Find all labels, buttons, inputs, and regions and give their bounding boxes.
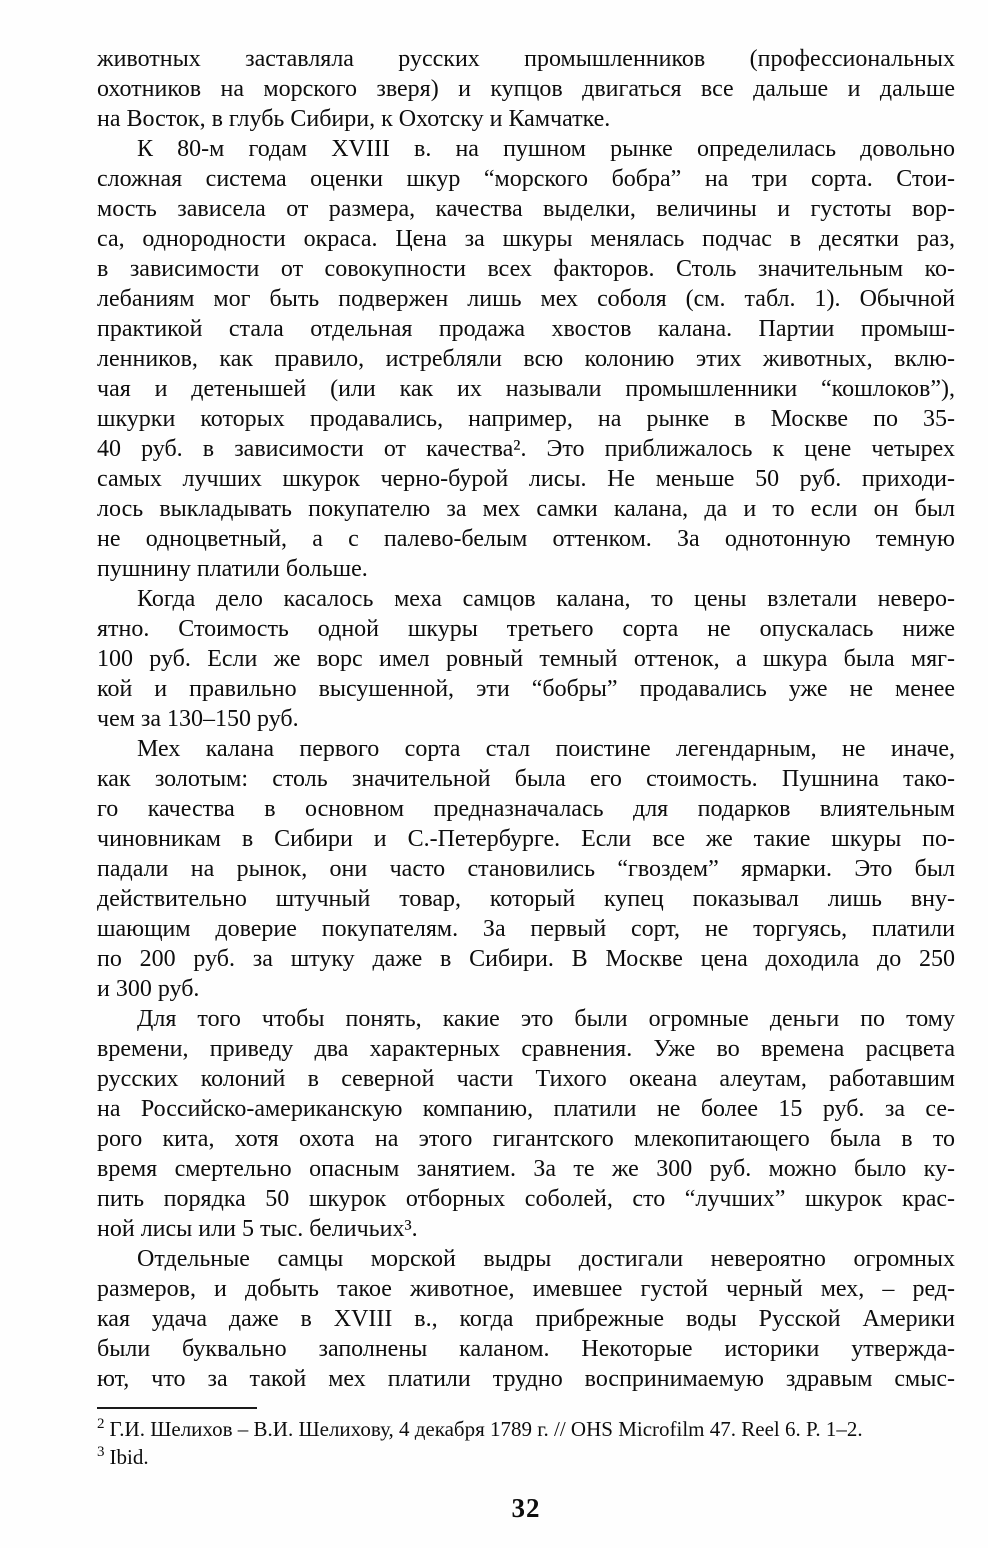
- footnote: [97, 1443, 955, 1471]
- text-line: ной лисы или 5 тыс. беличьих³.: [97, 1216, 418, 1242]
- footnote-separator: [97, 1407, 257, 1409]
- text-line: рого кита, хотя охота на этого гигантского млекопитающего была в то: [97, 1126, 955, 1152]
- footnote-marker: 2: [97, 1416, 105, 1432]
- footnote: [97, 1415, 955, 1443]
- text-line: 100 руб. Если же ворс имел ровный темный оттенок, а шкура была мяг-: [97, 646, 955, 672]
- text-line: ют, что за такой мех платили трудно воспринимаемую здравым смыс-: [97, 1366, 955, 1392]
- text-line: на Восток, в глубь Сибири, к Охотску и Камчатке.: [97, 106, 611, 132]
- body-paragraphs: [97, 44, 955, 1394]
- footnote-marker: 3: [97, 1444, 105, 1460]
- paragraph: [97, 584, 955, 734]
- text-line: ятно. Стоимость одной шкуры третьего сорта не опускалась ниже: [97, 616, 955, 642]
- text-line: чем за 130–150 руб.: [97, 706, 299, 732]
- text-line: и 300 руб.: [97, 976, 200, 1002]
- footnote-text: Ibid.: [109, 1445, 149, 1469]
- text-line: не одноцветный, а с палево-белым оттенком. За однотонную темную: [97, 526, 955, 552]
- text-line: время смертельно опасным занятием. За те же 300 руб. можно было ку-: [97, 1156, 955, 1182]
- footnote-text: Г.И. Шелихов – В.И. Шелихову, 4 декабря 1789 г. // OHS Microfilm 47. Reel 6. P. 1–2.: [109, 1417, 863, 1441]
- paragraph: [97, 1004, 955, 1244]
- text-line: по 200 руб. за штуку даже в Сибири. В Москве цена доходила до 250: [97, 946, 955, 972]
- text-line: мость зависела от размера, качества выделки, величины и густоты вор-: [97, 196, 955, 222]
- text-line: Когда дело касалось меха самцов калана, то цены взлетали неверо-: [137, 586, 955, 612]
- text-line: чиновникам в Сибири и С.-Петербурге. Если все же такие шкуры по-: [97, 826, 955, 852]
- text-line: 40 руб. в зависимости от качества². Это приближалось к цене четырех: [97, 436, 955, 462]
- text-line: кая удача даже в XVIII в., когда прибрежные воды Русской Америки: [97, 1306, 955, 1332]
- text-line: пушнину платили больше.: [97, 556, 368, 582]
- text-line: животных заставляла русских промышленников (профессиональных: [97, 46, 955, 72]
- footnotes: [97, 1415, 955, 1471]
- text-line: размеров, и добыть такое животное, имевшее густой черный мех, – ред-: [97, 1276, 955, 1302]
- text-line: лось выкладывать покупателю за мех самки калана, да и то если он был: [97, 496, 955, 522]
- text-line: падали на рынок, они часто становились “гвоздем” ярмарки. Это был: [97, 856, 955, 882]
- text-line: охотников на морского зверя) и купцов двигаться все дальше и дальше: [97, 76, 955, 102]
- text-line: лебаниям мог быть подвержен лишь мех соболя (см. табл. 1). Обычной: [97, 286, 955, 312]
- text-line: Для того чтобы понять, какие это были огромные деньги по тому: [137, 1006, 955, 1032]
- text-line: чая и детенышей (или как их называли промышленники “кошлоков”),: [97, 376, 955, 402]
- text-line: времени, приведу два характерных сравнения. Уже во времена расцвета: [97, 1036, 955, 1062]
- page-number: 32: [511, 1493, 541, 1523]
- text-line: сложная система оценки шкур “морского бобра” на три сорта. Стои-: [97, 166, 955, 192]
- text-line: са, однородности окраса. Цена за шкуры менялась подчас в десятки раз,: [97, 226, 955, 252]
- text-line: практикой стала отдельная продажа хвостов калана. Партии промыш-: [97, 316, 955, 342]
- text-line: К 80-м годам XVIII в. на пушном рынке определилась довольно: [137, 136, 955, 162]
- text-line: в зависимости от совокупности всех факторов. Столь значительным ко-: [97, 256, 955, 282]
- text-line: пить порядка 50 шкурок отборных соболей, сто “лучших” шкурок крас-: [97, 1186, 955, 1212]
- text-line: шающим доверие покупателям. За первый сорт, не торгуясь, платили: [97, 916, 955, 942]
- text-block: [97, 44, 955, 1524]
- paragraph: [97, 1244, 955, 1394]
- text-line: кой и правильно высушенной, эти “бобры” продавались уже не менее: [97, 676, 955, 702]
- text-line: как золотым: столь значительной была его стоимость. Пушнина тако-: [97, 766, 955, 792]
- text-line: на Российско-американскую компанию, платили не более 15 руб. за се-: [97, 1096, 955, 1122]
- text-line: русских колоний в северной части Тихого океана алеутам, работавшим: [97, 1066, 955, 1092]
- text-line: Отдельные самцы морской выдры достигали невероятно огромных: [137, 1246, 955, 1272]
- text-line: ленников, как правило, истребляли всю колонию этих животных, вклю-: [97, 346, 955, 372]
- text-line: самых лучших шкурок черно-бурой лисы. Не меньше 50 руб. приходи-: [97, 466, 955, 492]
- text-line: были буквально заполнены каланом. Некоторые историки утвержда-: [97, 1336, 955, 1362]
- paragraph: [97, 734, 955, 1004]
- text-line: действительно штучный товар, который купец показывал лишь вну-: [97, 886, 955, 912]
- paragraph: [97, 134, 955, 584]
- text-line: го качества в основном предназначалась для подарков влиятельным: [97, 796, 955, 822]
- text-line: Мех калана первого сорта стал поистине легендарным, не иначе,: [137, 736, 955, 762]
- paragraph: [97, 44, 955, 134]
- text-line: шкурки которых продавались, например, на рынке в Москве по 35-: [97, 406, 955, 432]
